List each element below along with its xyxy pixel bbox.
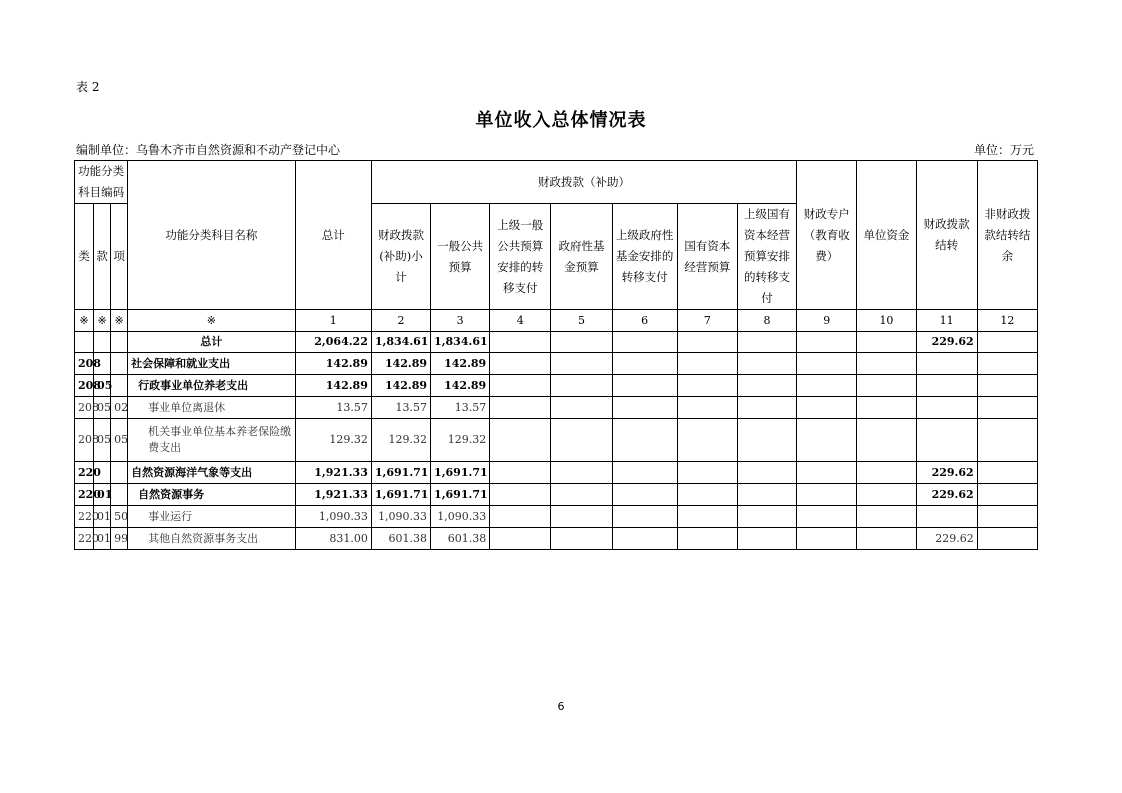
cell-c10 (857, 332, 916, 353)
cell-general: 1,691.71 (431, 484, 490, 506)
index-cell: 5 (551, 310, 612, 332)
cell-subtotal: 1,691.71 (371, 484, 430, 506)
cell-kuan: 01 (94, 528, 111, 550)
cell-name: 总计 (128, 332, 296, 353)
header-upper-general-transfer: 上级一般公共预算安排的转移支付 (490, 204, 551, 310)
cell-c5 (551, 397, 612, 419)
cell-c11 (916, 397, 977, 419)
cell-c9 (797, 462, 857, 484)
cell-c7 (677, 397, 737, 419)
cell-total: 142.89 (295, 375, 371, 397)
header-code-lei: 类 (75, 204, 94, 310)
cell-subtotal: 1,090.33 (371, 506, 430, 528)
cell-c7 (677, 528, 737, 550)
header-code-kuan: 款 (94, 204, 111, 310)
header-code-xiang: 项 (111, 204, 128, 310)
table-row (75, 484, 1038, 506)
index-cell: ※ (128, 310, 296, 332)
cell-lei: 220 (75, 506, 94, 528)
index-cell: 1 (295, 310, 371, 332)
cell-total: 831.00 (295, 528, 371, 550)
cell-c7 (677, 462, 737, 484)
index-cell: 10 (857, 310, 916, 332)
table-row (75, 506, 1038, 528)
cell-c8 (737, 375, 796, 397)
organization-label: 编制单位：乌鲁木齐市自然资源和不动产登记中心 (76, 143, 341, 157)
cell-kuan: 05 (94, 419, 111, 462)
cell-c4 (490, 462, 551, 484)
cell-c7 (677, 506, 737, 528)
header-total: 总计 (295, 161, 371, 310)
cell-c4 (490, 332, 551, 353)
cell-subtotal: 142.89 (371, 375, 430, 397)
index-cell: ※ (111, 310, 128, 332)
cell-name: 自然资源海洋气象等支出 (128, 462, 296, 484)
cell-c12 (977, 397, 1037, 419)
cell-c5 (551, 332, 612, 353)
cell-general: 142.89 (431, 353, 490, 375)
cell-kuan: 05 (94, 375, 111, 397)
cell-general: 1,834.61 (431, 332, 490, 353)
index-cell: 12 (977, 310, 1037, 332)
cell-c7 (677, 353, 737, 375)
index-cell: 6 (612, 310, 677, 332)
cell-c9 (797, 419, 857, 462)
cell-c6 (612, 528, 677, 550)
cell-c6 (612, 506, 677, 528)
cell-xiang (111, 462, 128, 484)
cell-c6 (612, 353, 677, 375)
cell-subtotal: 1,691.71 (371, 462, 430, 484)
header-unit-funds: 单位资金 (857, 161, 916, 310)
header-special-edu: 财政专户（教育收费） (797, 161, 857, 310)
cell-xiang: 05 (111, 419, 128, 462)
cell-lei: 220 (75, 528, 94, 550)
header-row-1 (75, 161, 1038, 204)
cell-kuan: 01 (94, 484, 111, 506)
cell-general: 601.38 (431, 528, 490, 550)
cell-c4 (490, 484, 551, 506)
cell-name: 其他自然资源事务支出 (128, 528, 296, 550)
cell-c6 (612, 462, 677, 484)
cell-name: 自然资源事务 (128, 484, 296, 506)
table-row (75, 528, 1038, 550)
cell-xiang (111, 484, 128, 506)
cell-c5 (551, 375, 612, 397)
cell-subtotal: 1,834.61 (371, 332, 430, 353)
cell-c10 (857, 419, 916, 462)
cell-c10 (857, 528, 916, 550)
header-code-group: 功能分类科目编码 (75, 161, 128, 204)
cell-xiang (111, 353, 128, 375)
index-cell: 4 (490, 310, 551, 332)
cell-xiang (111, 375, 128, 397)
cell-total: 1,090.33 (295, 506, 371, 528)
cell-c12 (977, 528, 1037, 550)
header-state-capital: 国有资本经营预算 (677, 204, 737, 310)
table-row (75, 375, 1038, 397)
cell-name: 社会保障和就业支出 (128, 353, 296, 375)
cell-c4 (490, 397, 551, 419)
index-row (75, 310, 1038, 332)
cell-c12 (977, 506, 1037, 528)
cell-lei: 208 (75, 353, 94, 375)
table-row (75, 419, 1038, 462)
cell-c6 (612, 484, 677, 506)
cell-c11: 229.62 (916, 332, 977, 353)
cell-kuan: 05 (94, 397, 111, 419)
cell-name: 机关事业单位基本养老保险缴费支出 (128, 419, 296, 462)
cell-subtotal: 601.38 (371, 528, 430, 550)
cell-c6 (612, 419, 677, 462)
cell-c11 (916, 375, 977, 397)
cell-c12 (977, 462, 1037, 484)
cell-subtotal: 142.89 (371, 353, 430, 375)
cell-general: 129.32 (431, 419, 490, 462)
cell-c7 (677, 419, 737, 462)
cell-general: 1,691.71 (431, 462, 490, 484)
page-title: 单位收入总体情况表 (475, 110, 647, 131)
cell-c12 (977, 419, 1037, 462)
header-upper-state-capital-transfer: 上级国有资本经营预算安排的转移支付 (737, 204, 796, 310)
table-row (75, 353, 1038, 375)
cell-total: 142.89 (295, 353, 371, 375)
cell-lei: 208 (75, 419, 94, 462)
cell-c12 (977, 375, 1037, 397)
cell-c9 (797, 506, 857, 528)
cell-c4 (490, 528, 551, 550)
cell-c8 (737, 397, 796, 419)
cell-c11: 229.62 (916, 528, 977, 550)
header-general-budget: 一般公共预算 (431, 204, 490, 310)
cell-name: 事业运行 (128, 506, 296, 528)
cell-total: 129.32 (295, 419, 371, 462)
cell-c9 (797, 353, 857, 375)
cell-c11 (916, 506, 977, 528)
cell-xiang: 02 (111, 397, 128, 419)
cell-c4 (490, 419, 551, 462)
cell-c11 (916, 353, 977, 375)
cell-c8 (737, 353, 796, 375)
cell-general: 142.89 (431, 375, 490, 397)
cell-c10 (857, 397, 916, 419)
cell-c12 (977, 484, 1037, 506)
cell-c5 (551, 419, 612, 462)
index-cell: 2 (371, 310, 430, 332)
cell-c12 (977, 332, 1037, 353)
cell-c10 (857, 353, 916, 375)
cell-c7 (677, 484, 737, 506)
table-label: 表 2 (76, 80, 100, 94)
cell-c9 (797, 484, 857, 506)
cell-lei (75, 332, 94, 353)
cell-subtotal: 129.32 (371, 419, 430, 462)
cell-c6 (612, 332, 677, 353)
header-gov-fund: 政府性基金预算 (551, 204, 612, 310)
header-nonfiscal-carryover: 非财政拨款结转结余 (977, 161, 1037, 310)
index-cell: 11 (916, 310, 977, 332)
cell-lei: 220 (75, 462, 94, 484)
unit-label: 单位：万元 (973, 143, 1034, 157)
cell-c11: 229.62 (916, 462, 977, 484)
cell-c5 (551, 462, 612, 484)
cell-kuan (94, 332, 111, 353)
index-cell: 9 (797, 310, 857, 332)
cell-c10 (857, 375, 916, 397)
cell-name: 事业单位离退休 (128, 397, 296, 419)
cell-total: 2,064.22 (295, 332, 371, 353)
cell-c10 (857, 506, 916, 528)
cell-lei: 208 (75, 397, 94, 419)
cell-c4 (490, 375, 551, 397)
cell-kuan: 01 (94, 506, 111, 528)
table-row-total (75, 332, 1038, 353)
cell-c7 (677, 332, 737, 353)
header-fiscal-carryover: 财政拨款结转 (916, 161, 977, 310)
cell-c12 (977, 353, 1037, 375)
cell-total: 1,921.33 (295, 484, 371, 506)
cell-lei: 220 (75, 484, 94, 506)
cell-c8 (737, 506, 796, 528)
table-row (75, 462, 1038, 484)
cell-c8 (737, 332, 796, 353)
header-fiscal-subtotal: 财政拨款(补助)小计 (371, 204, 430, 310)
cell-total: 13.57 (295, 397, 371, 419)
cell-c11: 229.62 (916, 484, 977, 506)
header-fiscal-group: 财政拨款（补助） (371, 161, 796, 204)
cell-general: 13.57 (431, 397, 490, 419)
header-upper-gov-fund-transfer: 上级政府性基金安排的转移支付 (612, 204, 677, 310)
cell-c8 (737, 419, 796, 462)
cell-xiang: 50 (111, 506, 128, 528)
index-cell: ※ (75, 310, 94, 332)
index-cell: ※ (94, 310, 111, 332)
cell-c5 (551, 528, 612, 550)
cell-c8 (737, 462, 796, 484)
cell-c11 (916, 419, 977, 462)
cell-c6 (612, 397, 677, 419)
cell-c6 (612, 375, 677, 397)
cell-subtotal: 13.57 (371, 397, 430, 419)
cell-c5 (551, 506, 612, 528)
index-cell: 3 (431, 310, 490, 332)
cell-c9 (797, 332, 857, 353)
cell-c4 (490, 353, 551, 375)
cell-c9 (797, 528, 857, 550)
cell-c7 (677, 375, 737, 397)
header-name: 功能分类科目名称 (128, 161, 296, 310)
index-cell: 7 (677, 310, 737, 332)
cell-xiang (111, 332, 128, 353)
cell-c8 (737, 528, 796, 550)
cell-lei: 208 (75, 375, 94, 397)
cell-c10 (857, 462, 916, 484)
table-row (75, 397, 1038, 419)
cell-c4 (490, 506, 551, 528)
income-summary-table (74, 160, 1038, 550)
cell-c10 (857, 484, 916, 506)
cell-general: 1,090.33 (431, 506, 490, 528)
cell-total: 1,921.33 (295, 462, 371, 484)
cell-c5 (551, 353, 612, 375)
cell-c9 (797, 397, 857, 419)
cell-c5 (551, 484, 612, 506)
index-cell: 8 (737, 310, 796, 332)
page-number: 6 (557, 700, 565, 713)
cell-c9 (797, 375, 857, 397)
cell-name: 行政事业单位养老支出 (128, 375, 296, 397)
cell-c8 (737, 484, 796, 506)
cell-xiang: 99 (111, 528, 128, 550)
